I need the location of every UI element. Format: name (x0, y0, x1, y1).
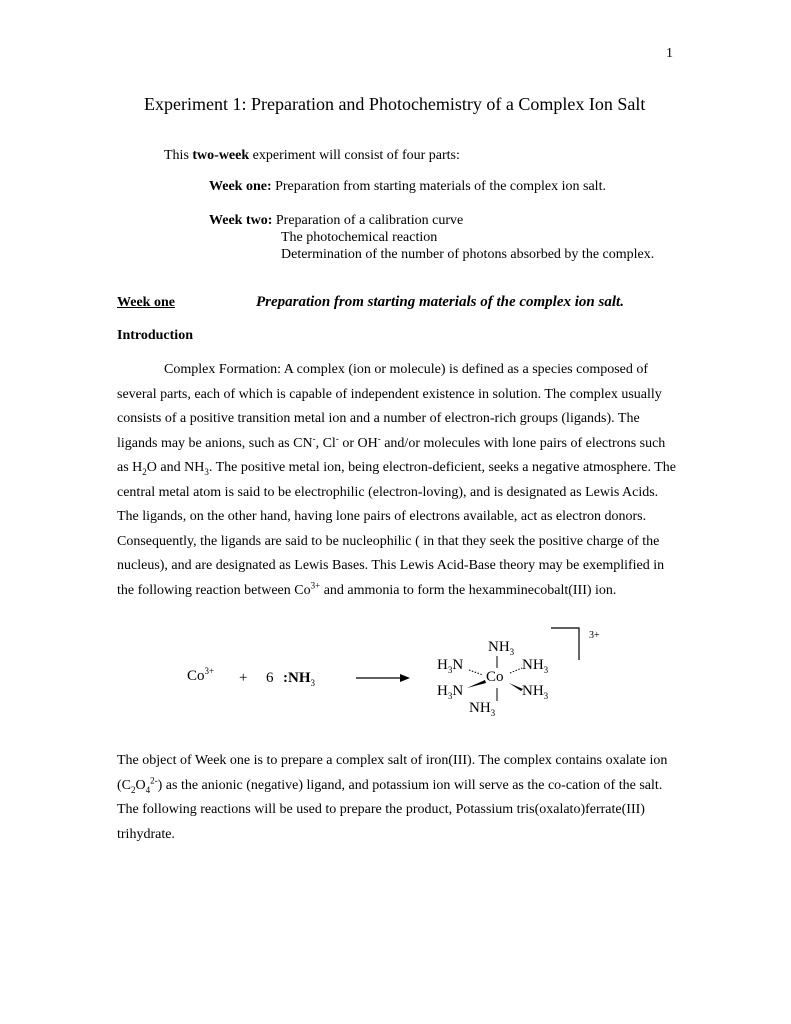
bond-lower-right-wedge (509, 683, 523, 691)
subscript: 4 (145, 784, 151, 795)
ligand-upper-right: $NH_3$ (522, 657, 549, 675)
week-two-item: The photochemical reaction (281, 230, 438, 245)
section-label: Week one (117, 295, 175, 310)
ligand-bottom: $NH_3$ (469, 700, 496, 718)
week-one-label: Week one: (209, 179, 272, 194)
subscript: 2 (142, 466, 147, 477)
paragraph-text: . The positive metal ion, being electron-deficient, seeks a negative atmosphere. The central metal atom is said to be electrophilic (electron-loving), and is designated as Lewis Acids. The ligands, on the other hand, having lone pairs of electrons available, act as electron donors. Consequently, the ligands are said to be nucleophilic ( in that they seek the positive charge of the nucleus), and are designated as Lewis Bases. This Lewis Acid-Base theory may be exemplified in the following reaction between Co (117, 460, 676, 598)
week-two-item: Determination of the number of photons absorbed by the complex. (281, 247, 655, 262)
paragraph-text: Complex Formation: A complex (ion or molecule) is defined as a species composed of several parts, each of which is capable of independent existence in solution. The complex usually consists of a positive transition metal ion and a number of electron-rich groups (ligands). The ligands may be anions, such as CN (117, 362, 662, 451)
paragraph-text: ) as the anionic (negative) ligand, and potassium ion will serve as the co-cation of the salt. The following reactions will be used to prepare the product, Potassium tris(oxalato)ferrate(III) trihydrate. (117, 777, 663, 842)
bond-upper-right-hashed (510, 668, 522, 673)
reaction-arrow-head (400, 674, 410, 682)
intro-bold: two-week (192, 148, 250, 163)
week-two-item: Preparation of a calibration curve (275, 213, 464, 228)
coefficient: 6 (266, 670, 274, 686)
superscript: - (335, 432, 339, 443)
cobalt-center: Co (486, 669, 504, 685)
intro-suffix: experiment will consist of four parts: (249, 148, 460, 163)
page-number: 1 (666, 46, 673, 61)
paragraph-text: , Cl (315, 435, 336, 451)
section-subtitle: Preparation from starting materials of the complex ion salt. (256, 294, 624, 310)
introduction-heading: Introduction (117, 328, 193, 343)
reactant-cobalt: $Co^{3+}$ (187, 666, 215, 684)
superscript: - (377, 432, 381, 443)
intro-prefix: This (164, 148, 193, 163)
paragraph-text: O and NH (146, 460, 205, 475)
paragraph-week-one-object (117, 749, 677, 847)
reactant-ammonia: $:NH_3$ (283, 670, 315, 688)
ligand-lower-left: $H_3N$ (437, 683, 464, 701)
subscript: 2 (131, 784, 136, 795)
plus-sign: + (239, 670, 248, 686)
complex-bracket (551, 628, 579, 660)
paragraph-text: The object of Week one is to prepare a complex salt of iron(III). The complex contains oxalate ion (C (117, 753, 668, 793)
week-one-text: Preparation from starting materials of the complex ion salt. (271, 179, 606, 194)
bond-upper-left-hashed (469, 670, 483, 675)
bond-lower-left-wedge (467, 680, 486, 688)
paragraph-text: and/or molecules with lone pairs of electrons such as H (117, 435, 666, 475)
week-two-label: Week two: (209, 213, 273, 228)
page-title: Experiment 1: Preparation and Photochemistry of a Complex Ion Salt (144, 94, 646, 114)
ligand-lower-right: $NH_3$ (522, 683, 549, 701)
superscript: 2- (150, 774, 158, 785)
subscript: 3 (204, 466, 209, 477)
paragraph-text: O (135, 777, 146, 793)
ligand-upper-left: $H_3N$ (437, 657, 464, 675)
complex-charge: 3+ (589, 630, 600, 641)
paragraph-text: or OH (338, 435, 378, 451)
paragraph-text: and ammonia to form the hexamminecobalt(III) ion. (320, 582, 617, 598)
superscript: - (312, 432, 316, 443)
ligand-top: $NH_3$ (488, 639, 515, 657)
superscript: 3+ (310, 579, 321, 590)
